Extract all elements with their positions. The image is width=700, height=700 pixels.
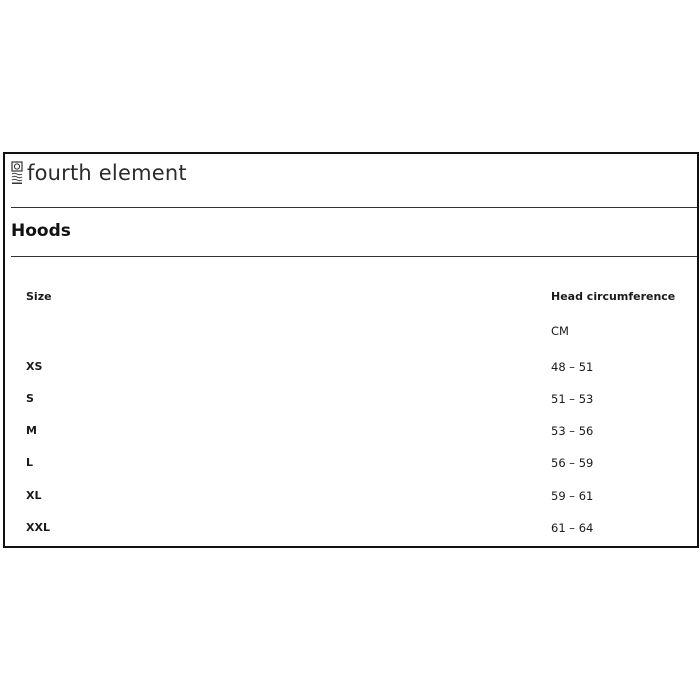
circumference-range: 53 – 56 [551,424,594,438]
size-label: S [26,392,34,405]
divider-top [11,207,697,208]
size-label: M [26,424,37,437]
brand-name: fourth element [27,161,187,185]
column-header-head-circumference: Head circumference [551,290,676,303]
size-chart-panel [3,152,699,548]
circumference-range: 61 – 64 [551,521,594,535]
circumference-range: 51 – 53 [551,392,594,406]
unit-label: CM [551,324,569,338]
circumference-range: 48 – 51 [551,360,594,374]
circumference-range: 56 – 59 [551,456,594,470]
section-title: Hoods [11,221,71,241]
column-header-size: Size [26,290,52,303]
size-label: XL [26,489,42,502]
divider-bottom [11,256,697,257]
fourth-element-logo-icon [11,160,23,186]
size-label: XXL [26,521,50,534]
brand-header [11,159,187,187]
circumference-range: 59 – 61 [551,489,594,503]
size-label: L [26,456,34,469]
size-label: XS [26,360,43,373]
